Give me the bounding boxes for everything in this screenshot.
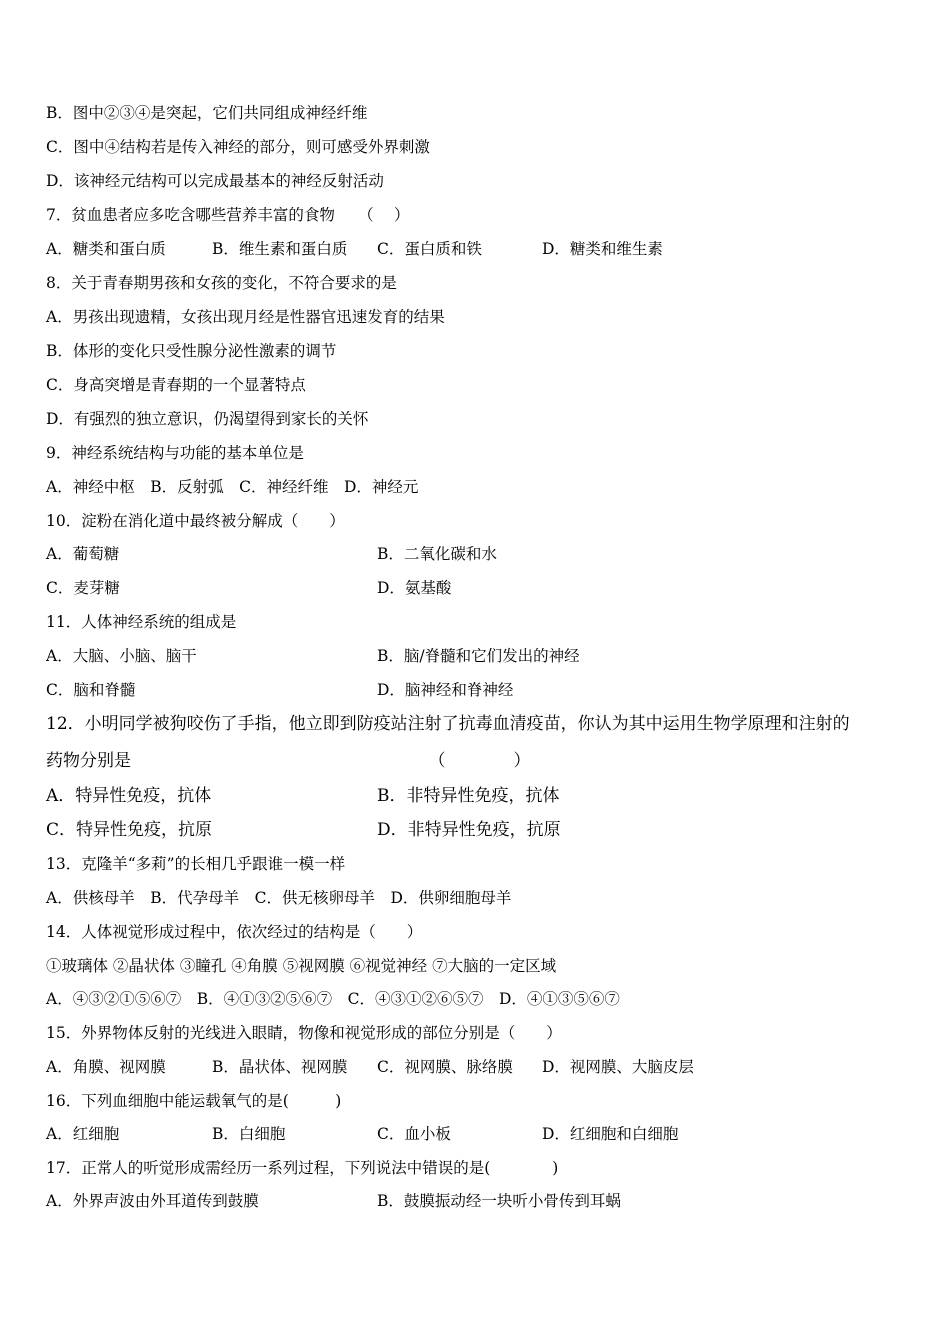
line-text: 10．淀粉在消化道中最终被分解成（ ） <box>46 512 345 530</box>
text-line <box>46 409 368 429</box>
option-item: B．鼓膜振动经一块听小骨传到耳蜗 <box>377 1192 621 1210</box>
option-item: C．脑和脊髓 <box>46 681 136 699</box>
option-item: B．晶状体、视网膜 <box>212 1058 348 1076</box>
text-line <box>46 171 384 191</box>
text-line <box>46 1191 906 1211</box>
option-item: B．维生素和蛋白质 <box>212 240 348 258</box>
text-line <box>46 375 306 395</box>
text-line <box>46 751 531 771</box>
text-line <box>46 989 620 1009</box>
line-text: A．神经中枢 B．反射弧 C．神经纤维 D．神经元 <box>46 478 419 496</box>
line-text: C．图中④结构若是传入神经的部分，则可感受外界刺激 <box>46 138 430 156</box>
line-text: C．身高突增是青春期的一个显著特点 <box>46 376 306 394</box>
line-text: 17．正常人的听觉形成需经历一系列过程，下列说法中错误的是( ) <box>46 1159 559 1177</box>
line-text: A．男孩出现遗精，女孩出现月经是性器官迅速发育的结果 <box>46 308 445 326</box>
option-item: D．非特异性免疫，抗原 <box>377 820 561 840</box>
text-line <box>46 714 850 734</box>
option-item: D．红细胞和白细胞 <box>542 1125 679 1143</box>
text-line <box>46 137 430 157</box>
text-line <box>46 273 397 293</box>
text-line <box>46 680 906 700</box>
text-line <box>46 1091 341 1111</box>
text-line <box>46 888 511 908</box>
line-text: 药物分别是 （ ） <box>46 751 531 771</box>
text-line <box>46 239 906 259</box>
option-item: A．葡萄糖 <box>46 545 120 563</box>
line-text: 16．下列血细胞中能运载氧气的是( ) <box>46 1092 342 1110</box>
option-item: B．非特异性免疫，抗体 <box>377 786 560 806</box>
line-text: A．供核母羊 B．代孕母羊 C．供无核卵母羊 D．供卵细胞母羊 <box>46 889 512 907</box>
line-text: 12．小明同学被狗咬伤了手指，他立即到防疫站注射了抗毒血清疫苗，你认为其中运用生物学原理和注射的 <box>46 714 850 734</box>
option-item: C．蛋白质和铁 <box>377 240 482 258</box>
text-line <box>46 1057 906 1077</box>
text-line <box>46 307 445 327</box>
line-text: A．④③②①⑤⑥⑦ B．④①③②⑤⑥⑦ C．④③①②⑥⑤⑦ D．④①③⑤⑥⑦ <box>46 990 620 1008</box>
line-text: 8．关于青春期男孩和女孩的变化，不符合要求的是 <box>46 274 397 292</box>
line-text: D．有强烈的独立意识，仍渴望得到家长的关怀 <box>46 410 369 428</box>
option-item: C．视网膜、脉络膜 <box>377 1058 513 1076</box>
option-item: D．视网膜、大脑皮层 <box>542 1058 694 1076</box>
option-item: A．外界声波由外耳道传到鼓膜 <box>46 1192 259 1210</box>
option-item: D．氨基酸 <box>377 579 452 597</box>
line-text: B．体形的变化只受性腺分泌性激素的调节 <box>46 342 337 360</box>
text-line <box>46 341 336 361</box>
text-line <box>46 820 906 840</box>
text-line <box>46 786 906 806</box>
line-text: 13．克隆羊“多莉”的长相几乎跟谁一模一样 <box>46 855 346 873</box>
line-text: 7．贫血患者应多吃含哪些营养丰富的食物 （ ） <box>46 206 410 224</box>
line-text: 9．神经系统结构与功能的基本单位是 <box>46 444 304 462</box>
text-line <box>46 477 418 497</box>
text-line <box>46 205 410 225</box>
line-text: 15．外界物体反射的光线进入眼睛，物像和视觉形成的部位分别是（ ） <box>46 1024 562 1042</box>
line-text: B．图中②③④是突起，它们共同组成神经纤维 <box>46 104 368 122</box>
option-item: B．脑/脊髓和它们发出的神经 <box>377 647 580 665</box>
line-text: 14．人体视觉形成过程中，依次经过的结构是（ ） <box>46 923 423 941</box>
text-line <box>46 646 906 666</box>
option-item: A．红细胞 <box>46 1125 120 1143</box>
option-item: A．角膜、视网膜 <box>46 1058 166 1076</box>
text-line <box>46 1158 558 1178</box>
text-line <box>46 511 345 531</box>
text-line <box>46 922 422 942</box>
line-text: ①玻璃体 ②晶状体 ③瞳孔 ④角膜 ⑤视网膜 ⑥视觉神经 ⑦大脑的一定区域 <box>46 957 557 975</box>
option-item: D．糖类和维生素 <box>542 240 663 258</box>
text-line <box>46 578 906 598</box>
text-line <box>46 443 304 463</box>
text-line <box>46 854 345 874</box>
option-item: A．糖类和蛋白质 <box>46 240 166 258</box>
line-text: 11．人体神经系统的组成是 <box>46 613 237 631</box>
option-item: B．白细胞 <box>212 1125 286 1143</box>
option-item: C．麦芽糖 <box>46 579 120 597</box>
option-item: D．脑神经和脊神经 <box>377 681 514 699</box>
text-line <box>46 612 236 632</box>
option-item: A．特异性免疫，抗体 <box>46 786 212 806</box>
text-line <box>46 103 367 123</box>
text-line <box>46 1124 906 1144</box>
option-item: C．特异性免疫，抗原 <box>46 820 213 840</box>
option-item: B．二氧化碳和水 <box>377 545 497 563</box>
text-line <box>46 956 556 976</box>
text-line <box>46 1023 562 1043</box>
line-text: D．该神经元结构可以完成最基本的神经反射活动 <box>46 172 384 190</box>
option-item: A．大脑、小脑、脑干 <box>46 647 197 665</box>
text-line <box>46 544 906 564</box>
option-item: C．血小板 <box>377 1125 451 1143</box>
